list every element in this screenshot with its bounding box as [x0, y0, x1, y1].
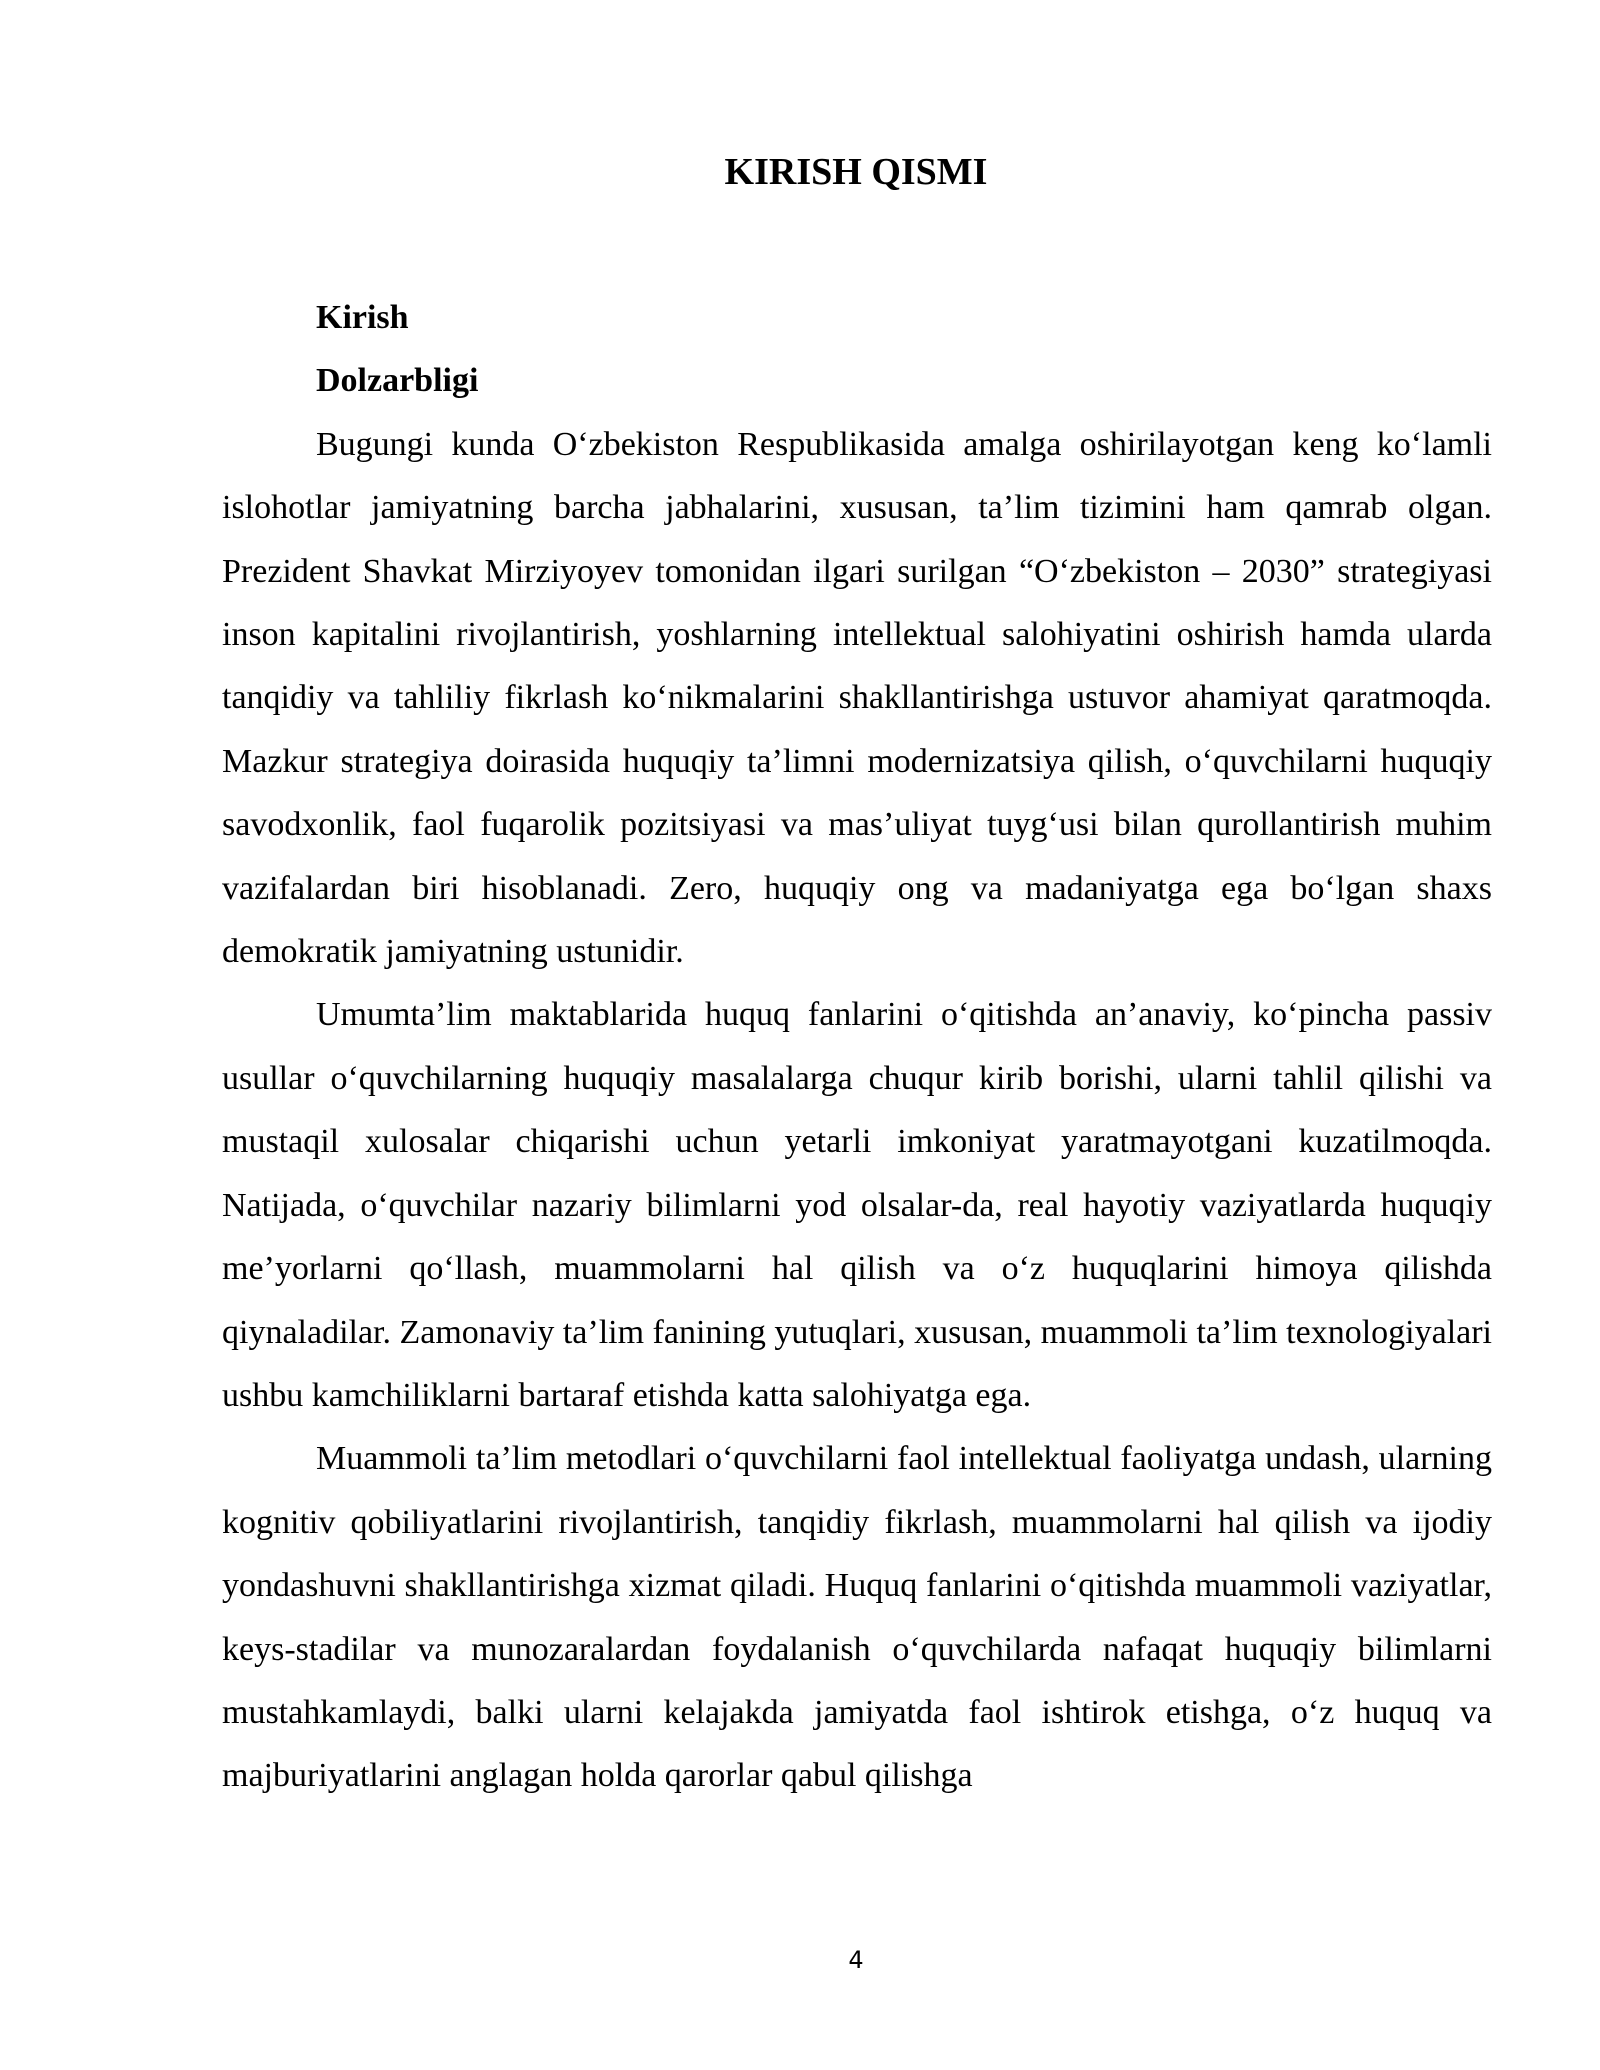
page-number: 4: [848, 1946, 864, 1974]
page-title: KIRISH QISMI: [724, 151, 988, 193]
paragraph-2: Umumta’lim maktablarida huquq fanlarini o‘qitishda an’anaviy, ko‘pincha passiv usullar o‘quvchilarning huquqiy masalalarga chuqur kirib borishi, ularni tahlil qilishi va mustaqil xulosalar chiqarishi uchun yetarli imkoniyat yaratmayotgani kuzatilmoqda. Natijada, o‘quvchilar nazariy bilimlarni yod olsalar-da, real hayotiy vaziyatlarda huquqiy me’yorlarni qo‘llash, muammolarni hal qilish va o‘z huquqlarini himoya qilishda qiynaladilar. Zamonaviy ta’lim fanining yutuqlari, xususan, muammoli ta’lim texnologiyalari ushbu kamchiliklarni bartaraf etishda katta salohiyatga ega.: [222, 996, 1493, 1414]
section-heading-dolzarbligi: Dolzarbligi: [316, 362, 479, 400]
body-text: [222, 286, 1492, 1808]
section-heading-kirish: Kirish: [316, 299, 409, 336]
paragraph-1: Bugungi kunda O‘zbekiston Respublikasida amalga oshirilayotgan keng ko‘lamli islohotlar jamiyatning barcha jabhalarini, xususan, ta’lim tizimini ham qamrab olgan. Prezident Shavkat Mirziyoyev tomonidan ilgari surilgan “O‘zbekiston – 2030” strategiyasi inson kapitalini rivojlantirish, yoshlarning intellektual salohiyatini oshirish hamda ularda tanqidiy va tahliliy fikrlash ko‘nikmalarini shakllantirishga ustuvor ahamiyat qaratmoqda. Mazkur strategiya doirasida huquqiy ta’limni modernizatsiya qilish, o‘quvchilarni huquqiy savodxonlik, faol fuqarolik pozitsiyasi va mas’uliyat tuyg‘usi bilan qurollantirish muhim vazifalardan biri hisoblanadi. Zero, huquqiy ong va madaniyatga ega bo‘lgan shaxs demokratik jamiyatning ustunidir.: [222, 425, 1492, 971]
paragraph-3: Muammoli ta’lim metodlari o‘quvchilarni faol intellektual faoliyatga undash, ularning kognitiv qobiliyatlarini rivojlantirish, tanqidiy fikrlash, muammolarni hal qilish va ijodiy yondashuvni shakllantirishga xizmat qiladi. Huquq fanlarini o‘qitishda muammoli vaziyatlar, keys-stadilar va munozaralardan foydalanish o‘quvchilarda nafaqat huquqiy bilimlarni mustahkamlaydi, balki ularni kelajakda jamiyatda faol ishtirok etishga, o‘z huquq va majburiyatlarini anglagan holda qarorlar qabul qilishga: [222, 1440, 1492, 1795]
